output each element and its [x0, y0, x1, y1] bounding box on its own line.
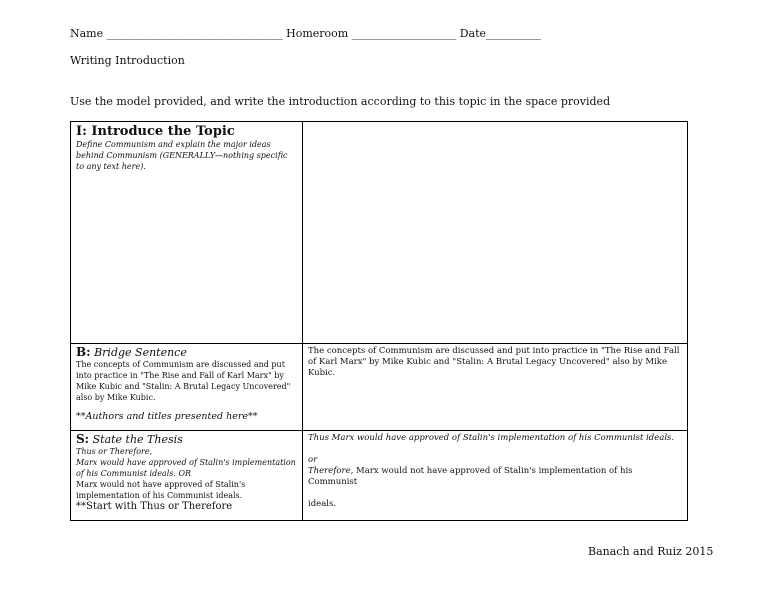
- thesis-letter: S:: [76, 432, 90, 446]
- thesis-label: State the Thesis: [92, 433, 183, 446]
- thesis-response-2-lead: Therefore,: [308, 466, 354, 476]
- bridge-note: **Authors and titles presented here**: [76, 411, 258, 422]
- thesis-response-or: or: [308, 455, 318, 465]
- homeroom-field-blank[interactable]: ___________________: [351, 27, 457, 40]
- table-row-bridge-sentence: [71, 344, 688, 431]
- thesis-line-2: Marx would have approved of Stalin's implementation of his Communist ideals. OR: [76, 458, 296, 478]
- thesis-note: **Start with Thus or Therefore: [76, 501, 233, 512]
- bridge-sentence-prompt-cell: [71, 344, 303, 431]
- table-row-state-thesis: [71, 431, 688, 521]
- worksheet-subtitle: Writing Introduction: [70, 54, 185, 67]
- name-field-blank[interactable]: ________________________________: [106, 27, 283, 40]
- name-label: Name: [70, 27, 104, 40]
- bridge-response-text: The concepts of Communism are discussed and put into practice in "The Rise and Fall of Karl Marx" by Mike Kubic and "Stalin: A Brutal Legacy Uncovered" also by Mike Kubic.: [308, 346, 680, 378]
- bridge-sentence-label: Bridge Sentence: [94, 346, 187, 359]
- table-row-introduce-topic: [71, 122, 688, 344]
- footer-credit: Banach and Ruiz 2015: [588, 545, 714, 558]
- student-info-header: [70, 27, 541, 40]
- bridge-letter: B:: [76, 345, 91, 359]
- bridge-model-sentence: The concepts of Communism are discussed and put into practice in "The Rise and Fall of Karl Marx" by Mike Kubic and "Stalin: A Brutal Legacy Uncovered" also by Mike Kubic.: [76, 360, 291, 402]
- introduce-topic-description: Define Communism and explain the major ideas behind Communism (GENERALLY—nothing specific to any text here).: [76, 140, 288, 171]
- worksheet-instructions: Use the model provided, and write the introduction according to this topic in the space provided: [70, 95, 611, 108]
- thesis-prompt-cell: [71, 431, 303, 521]
- introduction-organizer-table: [70, 121, 688, 521]
- introduce-topic-prompt-cell: [71, 122, 303, 344]
- thesis-line-1: Thus or Therefore,: [76, 447, 153, 456]
- thesis-line-3: Marx would not have approved of Stalin's implementation of his Communist ideals.: [76, 480, 246, 500]
- bridge-sentence-response-area[interactable]: [303, 344, 688, 431]
- homeroom-label: Homeroom: [286, 27, 349, 40]
- date-label: Date: [459, 27, 487, 40]
- thesis-response-area[interactable]: [303, 431, 688, 521]
- thesis-response-2: Marx would not have approved of Stalin's implementation of his Communist: [308, 466, 633, 487]
- thesis-response-3: ideals.: [308, 499, 337, 509]
- date-field-blank[interactable]: __________: [486, 27, 542, 40]
- introduce-topic-heading: I: Introduce the Topic: [76, 124, 235, 139]
- introduce-topic-response-area[interactable]: [303, 122, 688, 344]
- thesis-response-1: Thus Marx would have approved of Stalin's implementation of his Communist ideals.: [308, 433, 675, 443]
